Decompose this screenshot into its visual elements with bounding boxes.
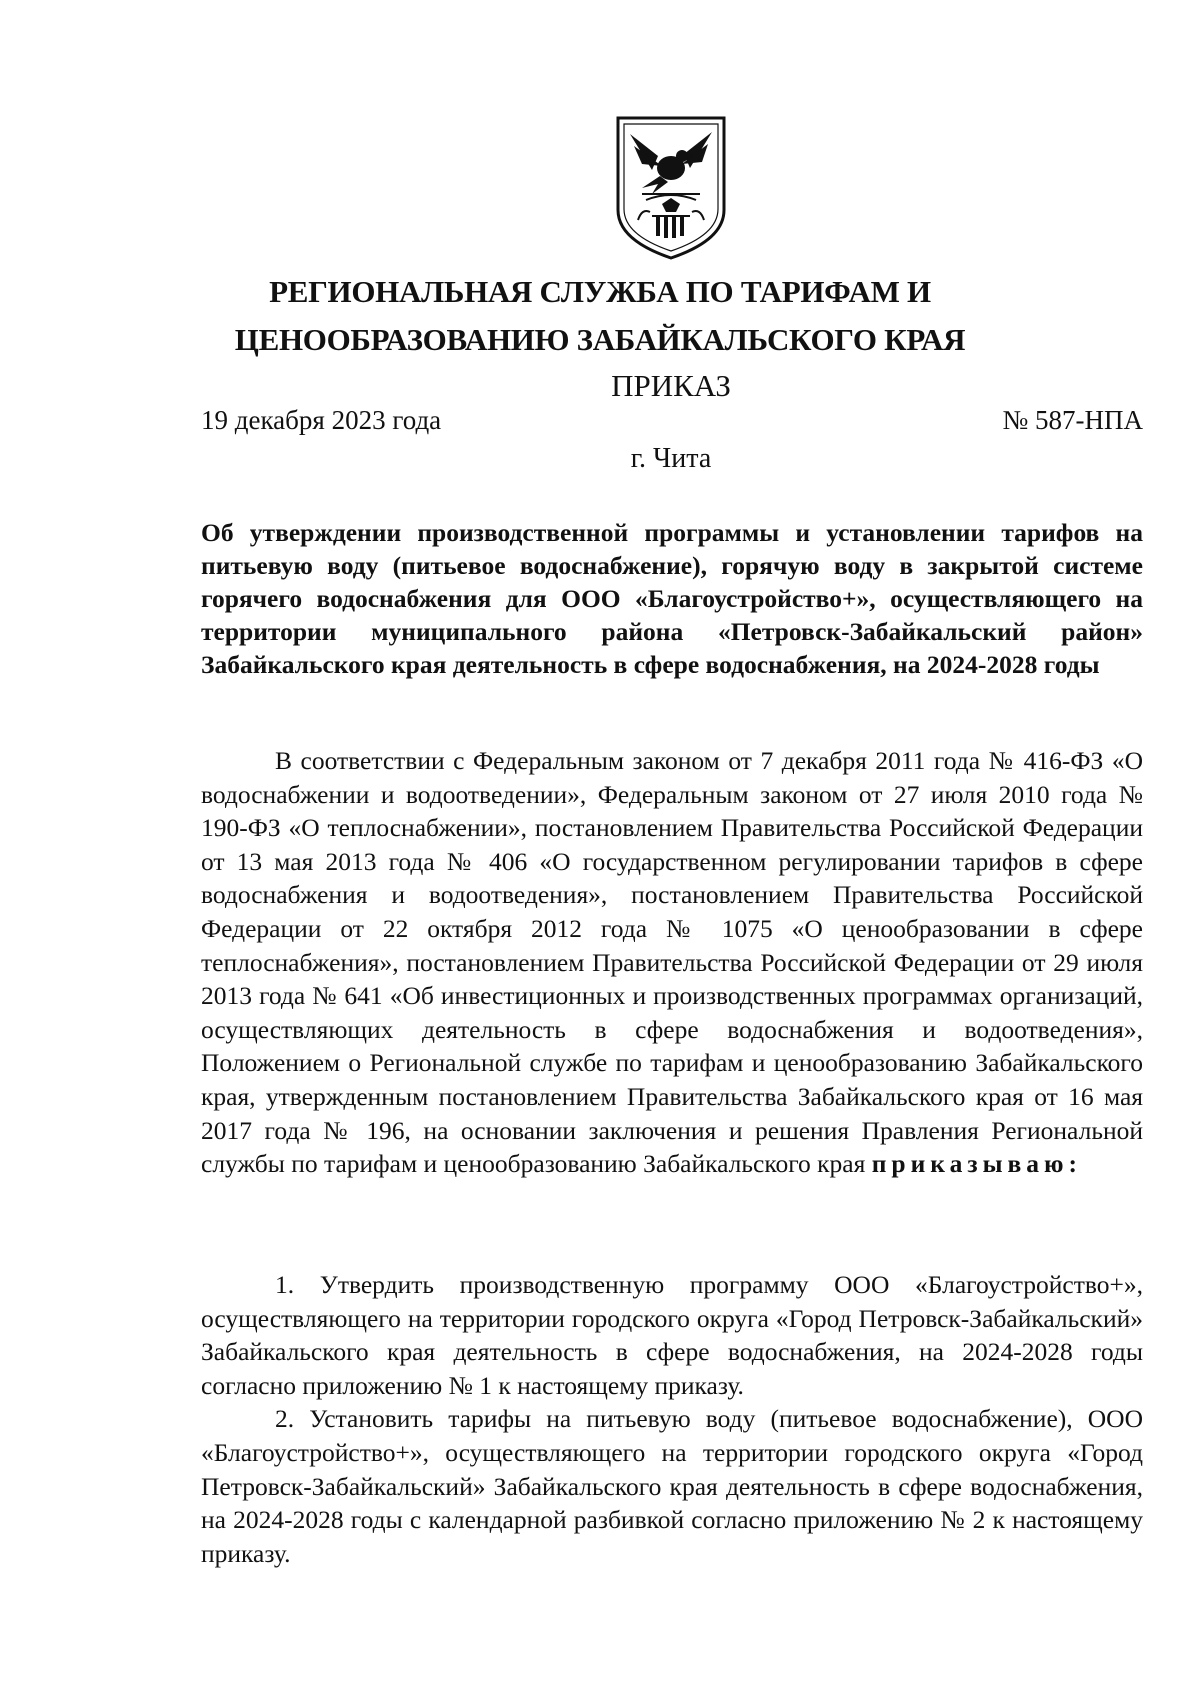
preamble bbox=[201, 744, 1143, 1181]
order-item-2: 2. Установить тарифы на питьевую воду (питьевое водоснабжение), ООО «Благоустройство+», осуществляющего на территории городского округа «Город Петровск-Забайкальский» Забайкальского края деятельность в сфере водоснабжения, на 2024-2028 годы с календарной разбивкой согласно приложению № 2 к настоящему приказу. bbox=[201, 1404, 1143, 1568]
order-city: г. Чита bbox=[630, 443, 712, 474]
document-type: ПРИКАЗ bbox=[611, 368, 731, 403]
organization-title-line-2: ЦЕНООБРАЗОВАНИЮ ЗАБАЙКАЛЬСКОГО КРАЯ bbox=[234, 322, 966, 357]
preamble-text: В соответствии с Федеральным законом от 7 декабря 2011 года № 416-ФЗ «О водоснабжении и водоотведении», Федеральным законом от 27 июля 2010 года № 190-ФЗ «О теплоснабжении», постановлением Правительства Российской Федерации от 13 мая 2013 года № 406 «О государственном регулировании тарифов в сфере водоснабжения и водоотведения», постановлением Правительства Российской Федерации от 22 октября 2012 года № 1075 «О ценообразовании в сфере теплоснабжения», постановлением Правительства Российской Федерации от 29 июля 2013 года № 641 «Об инвестиционных и производственных программах организаций, осуществляющих деятельность в сфере водоснабжения и водоотведения», Положением о Региональной службе по тарифам и ценообразованию Забайкальского края, утвержденным постановлением Правительства Забайкальского края от 16 мая 2017 года № 196, на основании заключения и решения Правления Региональной службы по тарифам и ценообразованию Забайкальского края bbox=[201, 746, 1143, 1179]
preamble-paragraph bbox=[201, 744, 1143, 1181]
order-subject: Об утверждении производственной программы и установлении тарифов на питьевую воду (питьевое водоснабжение), горячую воду в закрытой системе горячего водоснабжения для ООО «Благоустройство+», осуществляющего на территории муниципального района «Петровск-Забайкальский район» Забайкальского края деятельность в сфере водоснабжения, на 2024-2028 годы bbox=[201, 518, 1143, 679]
coat-of-arms-emblem-icon bbox=[612, 112, 730, 262]
order-directive: приказываю: bbox=[871, 1149, 1082, 1179]
organization-title-line-1: РЕГИОНАЛЬНАЯ СЛУЖБА ПО ТАРИФАМ И bbox=[269, 274, 931, 309]
order-items bbox=[201, 1268, 1143, 1570]
order-number: № 587-НПА bbox=[1002, 405, 1143, 435]
organization-title bbox=[160, 268, 1040, 364]
order-date: 19 декабря 2023 года bbox=[201, 405, 442, 435]
order-item-1: 1. Утвердить производственную программу ООО «Благоустройство+», осуществляющего на территории городского округа «Город Петровск-Забайкальский» Забайкальского края деятельность в сфере водоснабжения, на 2024-2028 годы согласно приложению № 1 к настоящему приказу. bbox=[201, 1270, 1143, 1400]
